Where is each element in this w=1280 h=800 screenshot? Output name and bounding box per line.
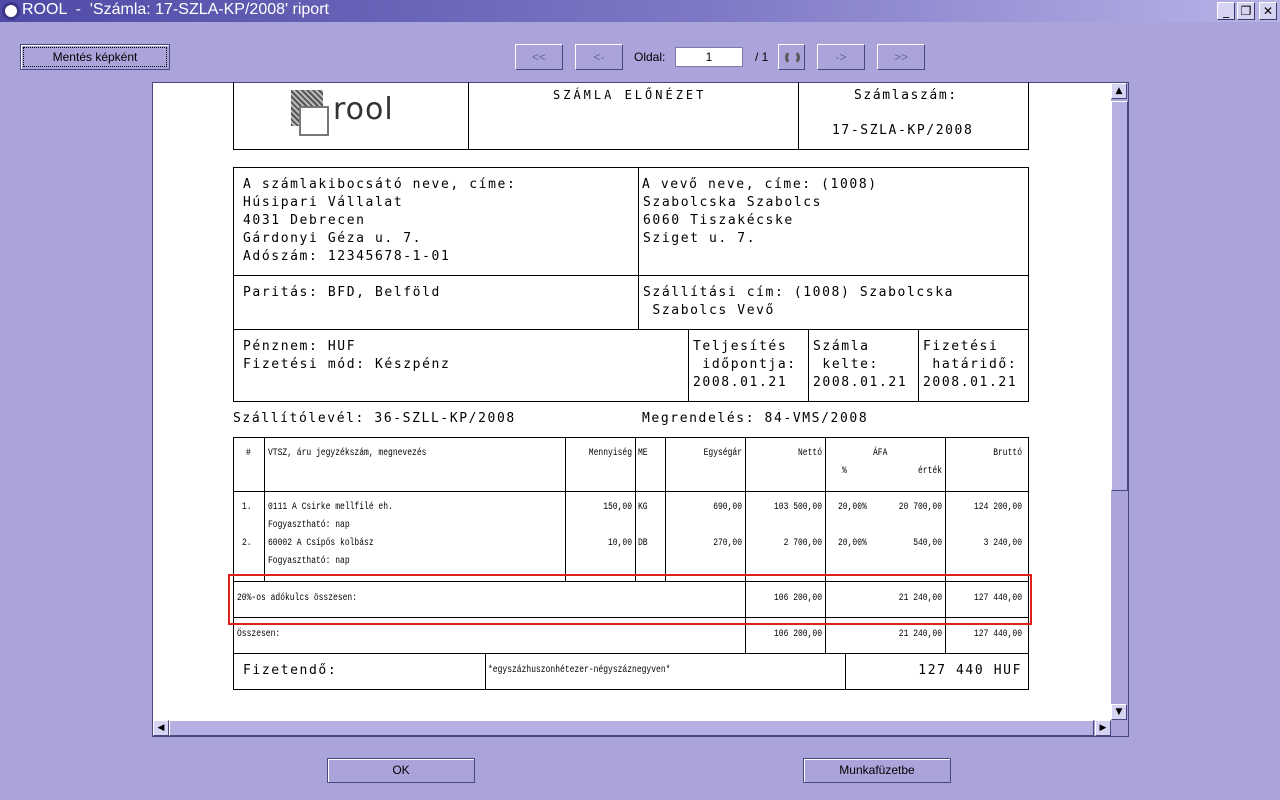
col-no-header: # [246,448,251,459]
row2-unit: DB [638,538,648,549]
page-label: Oldal: [634,50,666,64]
row2-item: 60002 A Csípős kolbász [268,538,374,549]
seller-label: A számlakibocsátó neve, címe: [243,177,517,192]
save-as-image-button[interactable] [20,44,170,70]
next-page-button[interactable]: -> [817,44,865,70]
export-to-workbook-button[interactable]: Munkafüzetbe [803,758,951,783]
col-vat-pct-header: % [842,466,847,477]
shipping-address-1: Szállítási cím: (1008) Szabolcska [643,285,955,300]
row2-qty: 10,00 [607,538,632,549]
col-price-header: Egységár [703,448,742,459]
payment-method: Fizetési mód: Készpénz [243,357,451,372]
subtotal-label: 20%-os adókulcs összesen: [237,593,358,604]
buyer-city: 6060 Tiszakécske [643,213,794,228]
subtotal-vat: 21 240,00 [898,593,942,604]
col-gross-header: Bruttó [993,448,1022,459]
row1-unit: KG [638,502,648,513]
col-net-header: Nettó [797,448,822,459]
buyer-label: A vevő neve, címe: (1008) [642,177,878,192]
horizontal-scrollbar[interactable] [153,720,1111,736]
horizontal-scroll-thumb[interactable] [169,720,1094,736]
company-logo [291,90,421,140]
shipping-address-2: Szabolcs Vevő [643,303,775,318]
payable-amount: 127 440 HUF [918,663,1022,678]
issue-date: 2008.01.21 [813,375,908,390]
row1-note: Fogyasztható: nap [268,520,350,531]
buyer-name: Szabolcska Szabolcs [643,195,823,210]
total-net: 106 200,00 [773,629,822,640]
seller-street: Gárdonyi Géza u. 7. [243,231,423,246]
col-vat-value-header: érték [917,466,942,477]
ok-button[interactable]: OK [327,758,475,783]
col-qty-header: Mennyiség [588,448,632,459]
due-label-1: Fizetési [923,339,999,354]
vertical-scroll-thumb[interactable] [1111,101,1128,491]
page-number-input[interactable]: 1 [675,47,743,67]
row1-item: 0111 A Csirke mellfilé eh. [268,502,393,513]
parity: Paritás: BFD, Belföld [243,285,441,300]
save-as-image-label: Mentés képként [23,47,167,67]
row2-vat-value: 540,00 [913,538,942,549]
payable-label: Fizetendő: [243,663,338,678]
issue-label-2: kelte: [813,357,879,372]
row1-vat-value: 20 700,00 [898,502,942,513]
row1-net: 103 500,00 [773,502,822,513]
issue-label-1: Számla [813,339,870,354]
buyer-street: Sziget u. 7. [643,231,757,246]
page-total: / 1 [755,50,769,64]
row1-price: 690,00 [713,502,742,513]
last-page-button[interactable]: >> [877,44,925,70]
total-label: Összesen: [237,629,281,640]
row2-price: 270,00 [713,538,742,549]
row1-no: 1. [242,502,252,513]
vertical-scrollbar[interactable] [1111,83,1128,720]
due-label-2: határidő: [923,357,1018,372]
refresh-button[interactable] [778,44,805,70]
total-vat: 21 240,00 [898,629,942,640]
order-number: Megrendelés: 84-VMS/2008 [642,411,869,426]
total-gross: 127 440,00 [973,629,1022,640]
subtotal-gross: 127 440,00 [973,593,1022,604]
delivery-note: Szállítólevél: 36-SZLL-KP/2008 [233,411,516,426]
scroll-down-icon[interactable]: ▼ [1111,704,1127,720]
window-title: ROOL - 'Számla: 17-SZLA-KP/2008' riport [22,1,329,18]
invoice-no-label: Számlaszám: [854,88,958,103]
seller-tax: Adószám: 12345678-1-01 [243,249,451,264]
prev-page-button[interactable]: <- [575,44,623,70]
title-bar [0,0,1280,22]
seller-name: Húsipari Vállalat [243,195,404,210]
fulfilment-label-2: időpontja: [693,357,797,372]
col-item-header: VTSZ, áru jegyzékszám, megnevezés [268,448,427,459]
row1-gross: 124 200,00 [973,502,1022,513]
col-unit-header: ME [638,448,648,459]
report-title: SZÁMLA ELŐNÉZET [553,88,707,102]
fulfilment-label-1: Teljesítés [693,339,788,354]
payable-in-words: *egyszázhuszonhétezer-négyszáznegyven* [488,665,671,676]
scroll-up-icon[interactable]: ▲ [1111,83,1127,99]
first-page-button[interactable]: << [515,44,563,70]
highlight-box [228,574,1032,625]
row2-vat-pct: 20,00% [838,538,867,549]
row2-no: 2. [242,538,252,549]
close-button[interactable]: ✕ [1259,2,1277,20]
app-icon [2,2,20,20]
subtotal-net: 106 200,00 [773,593,822,604]
row2-note: Fogyasztható: nap [268,556,350,567]
col-vat-header: ÁFA [873,448,888,459]
refresh-icon [785,50,800,65]
logo-text: rool [333,92,394,127]
row1-qty: 150,00 [603,502,632,513]
scroll-corner [1111,720,1128,736]
scroll-right-icon[interactable]: ▶ [1095,720,1111,736]
fulfilment-date: 2008.01.21 [693,375,788,390]
invoice-number: 17-SZLA-KP/2008 [832,123,974,138]
row1-vat-pct: 20,00% [838,502,867,513]
due-date: 2008.01.21 [923,375,1018,390]
seller-city: 4031 Debrecen [243,213,366,228]
row2-net: 2 700,00 [783,538,822,549]
row2-gross: 3 240,00 [983,538,1022,549]
restore-button[interactable]: ❐ [1237,2,1255,20]
minimize-button[interactable]: _ [1217,2,1235,20]
scroll-left-icon[interactable]: ◀ [153,720,169,736]
currency: Pénznem: HUF [243,339,357,354]
